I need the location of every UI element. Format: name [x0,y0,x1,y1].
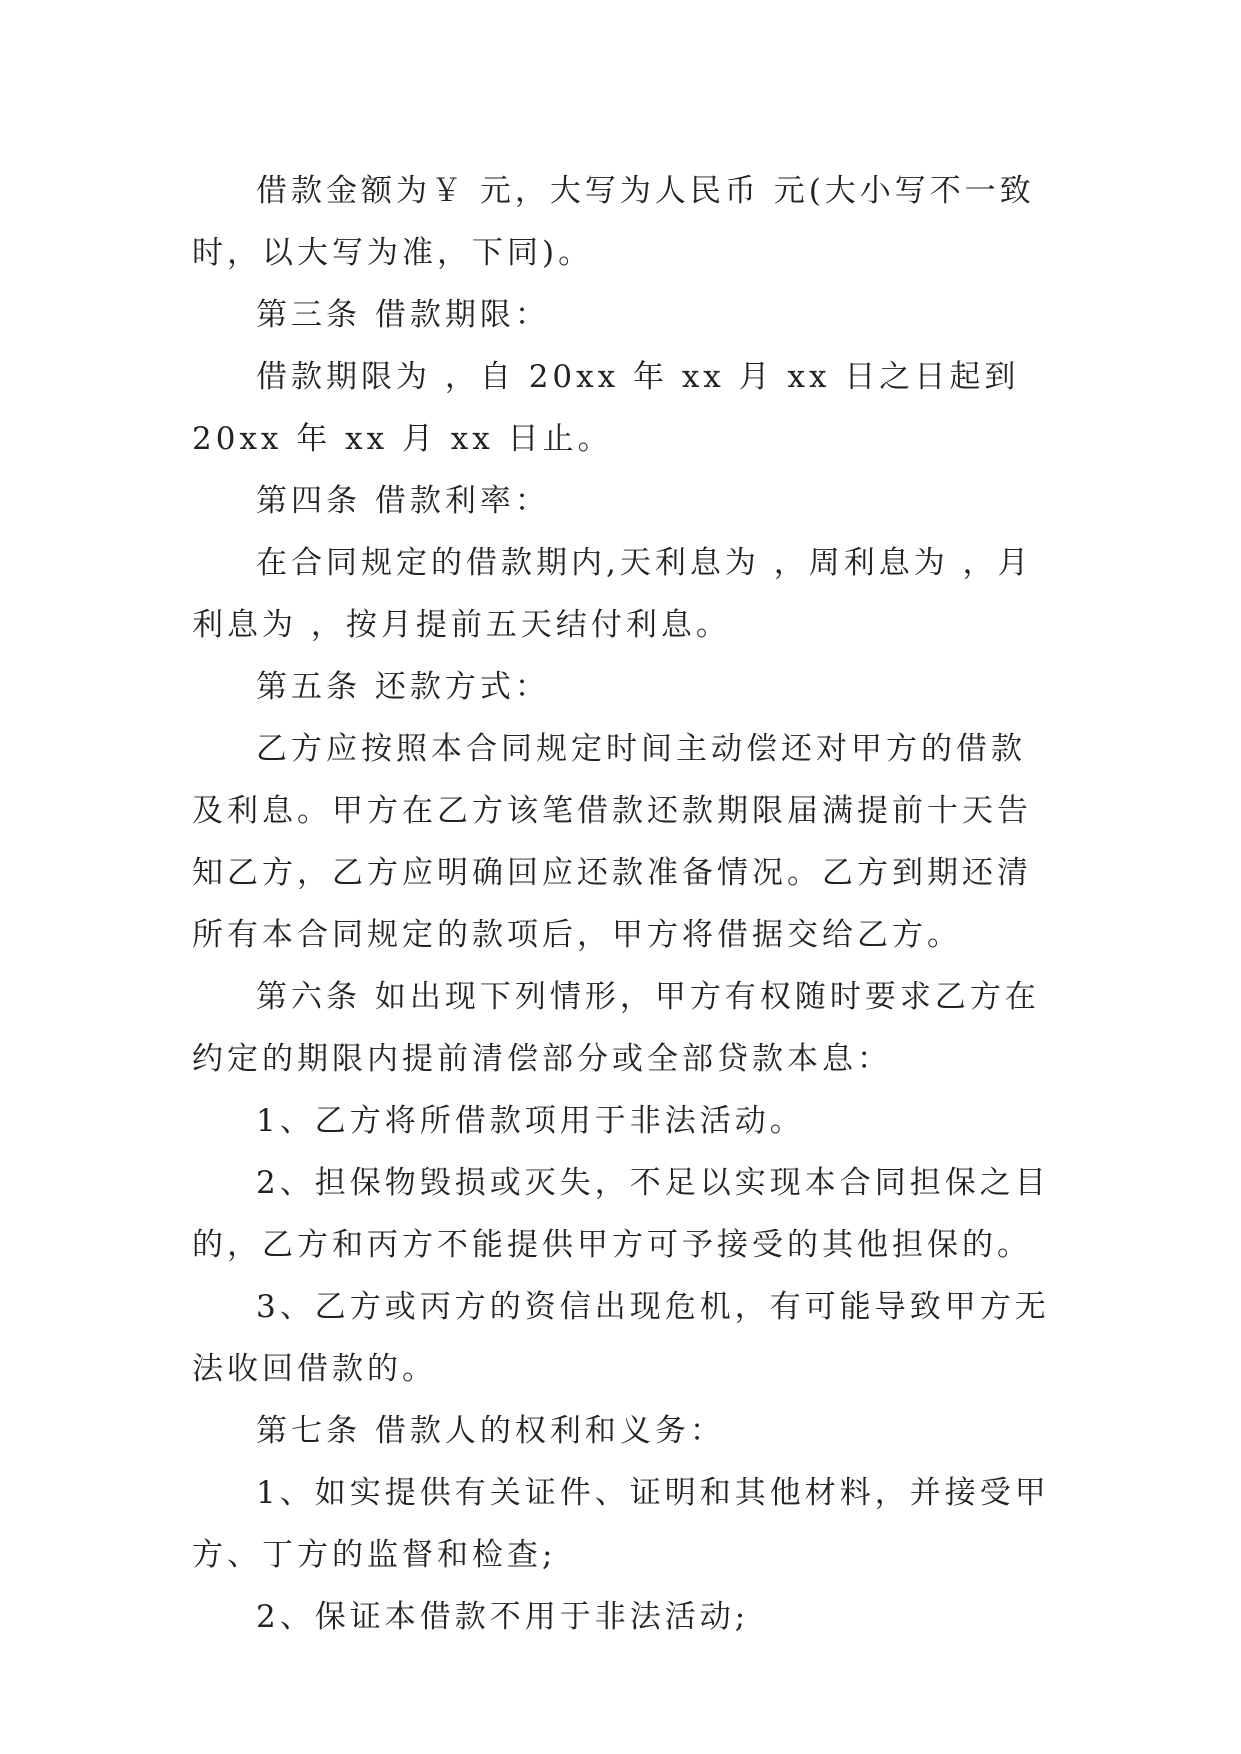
paragraph-loan-amount: 借款金额为￥ 元，大写为人民币 元(大小写不一致时，以大写为准，下同)。 [192,173,1035,271]
list-item-7-1: 1、如实提供有关证件、证明和其他材料，并接受甲方、丁方的监督和检查; [192,1475,1050,1573]
heading-article-5: 第五条 还款方式： [256,669,550,705]
paragraph-article-6: 第六条 如出现下列情形，甲方有权随时要求乙方在约定的期限内提前清偿部分或全部贷款本息： [192,979,1040,1077]
list-item-6-1: 1、乙方将所借款项用于非法活动。 [256,1103,805,1139]
list-item-7-2: 2、保证本借款不用于非法活动; [256,1599,750,1635]
heading-article-7: 第七条 借款人的权利和义务： [256,1413,725,1449]
paragraph-repayment: 乙方应按照本合同规定时间主动偿还对甲方的借款及利息。甲方在乙方该笔借款还款期限届满提前十天告知乙方，乙方应明确回应还款准备情况。乙方到期还清所有本合同规定的款项后，甲方将借据交给乙方。 [192,731,1032,953]
paragraph-interest-rate: 在合同规定的借款期内,天利息为 ，周利息为 ，月利息为 ，按月提前五天结付利息。 [192,545,1033,643]
document-body [192,160,1052,1648]
paragraph-loan-term: 借款期限为 ，自 20xx 年 xx 月 xx 日之日起到 20xx 年 xx 月 xx 日止。 [192,359,1020,457]
heading-article-4: 第四条 借款利率： [256,483,550,519]
heading-article-3: 第三条 借款期限： [256,297,550,333]
list-item-6-2: 2、担保物毁损或灭失，不足以实现本合同担保之目的，乙方和丙方不能提供甲方可予接受的其他担保的。 [192,1165,1050,1263]
list-item-6-3: 3、乙方或丙方的资信出现危机，有可能导致甲方无法收回借款的。 [192,1289,1050,1387]
